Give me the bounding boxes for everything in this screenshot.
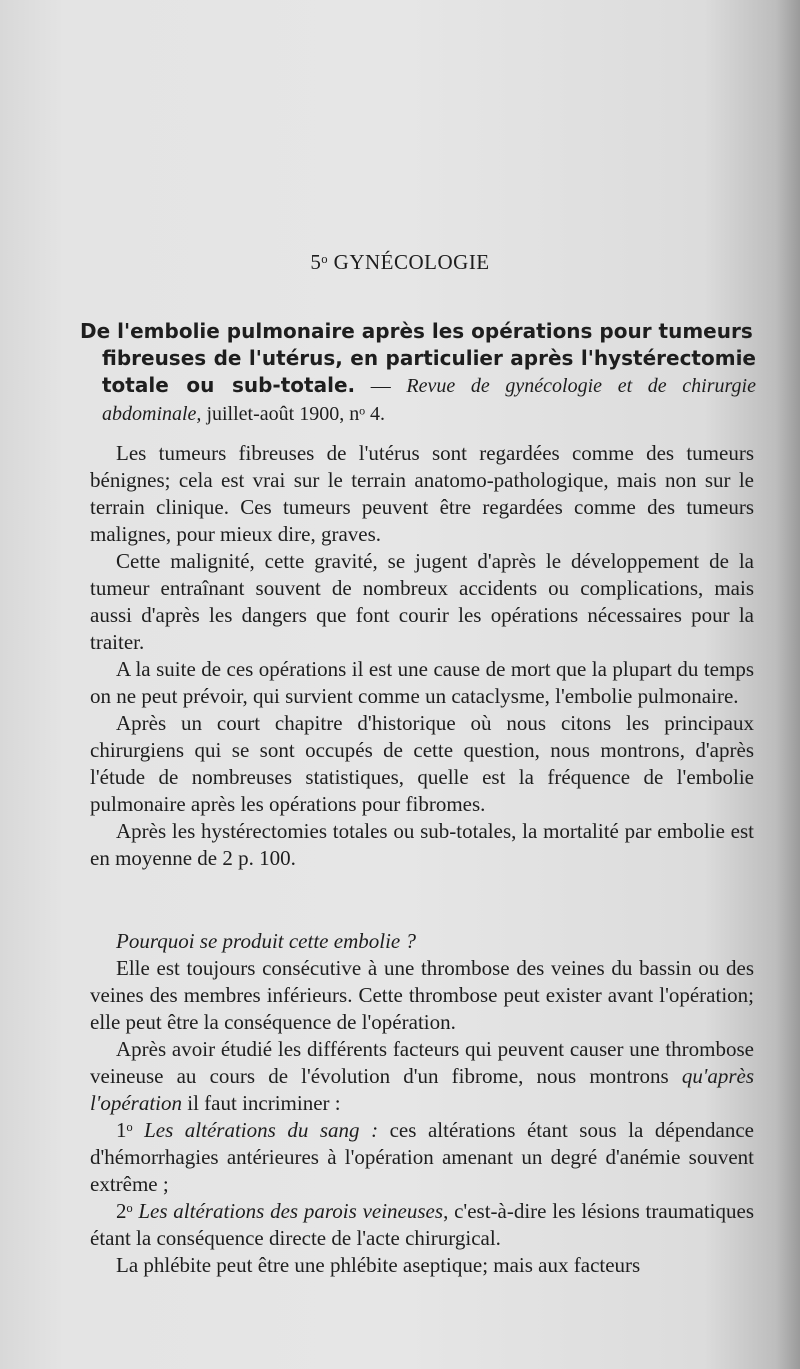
list-item: 1ᵒ Les altérations du sang : ces altérations étant sous la dépendance d'hémorrhagies antérieures à l'opération amenant un degré d'anémie souvent extrême ; — [90, 1118, 754, 1196]
paragraph: Après les hystérectomies totales ou sub-totales, la mortalité par embolie est en moyenne de 2 p. 100. — [90, 819, 754, 870]
article-title-rest: fibreuses de l'utérus, en particulier après l'hystérectomie totale ou sub-totale. — [102, 346, 756, 397]
summary-block — [90, 440, 754, 872]
list-item: 2ᵒ Les altérations des parois veineuses, c'est-à-dire les lésions traumatiques étant la conséquence directe de l'acte chirurgical. — [90, 1199, 755, 1250]
paragraph: Elle est toujours consécutive à une thrombose des veines du bassin ou des veines des membres inférieurs. Cette thrombose peut exister avant l'opération; elle peut être la conséquence de l'opération. — [90, 956, 754, 1034]
section-heading: 5ᵒ GYNÉCOLOGIE — [310, 250, 490, 274]
paragraph: La phlébite peut être une phlébite aseptique; mais aux facteurs — [116, 1253, 641, 1277]
article-title-line1: De l'embolie pulmonaire après les opérations pour tumeurs — [80, 319, 753, 343]
paragraph: A la suite de ces opérations il est une cause de mort que la plupart du temps on ne peut prévoir, qui survient comme un cataclysme, l'embolie pulmonaire. — [90, 657, 754, 708]
question-heading: Pourquoi se produit cette embolie ? — [116, 929, 416, 953]
second-block — [90, 928, 754, 1279]
article-title — [80, 318, 756, 428]
article-date: juillet-août 1900, nᵒ 4. — [201, 403, 385, 425]
paragraph: Après un court chapitre d'historique où nous citons les principaux chirurgiens qui se sont occupés de cette question, nous montrons, d'après l'étude de nombreuses statistiques, quelle est la fréquence de l'embolie pulmonaire après les opérations pour fibromes. — [90, 711, 754, 816]
paragraph-facteurs: Après avoir étudié les différents facteurs qui peuvent causer une thrombose veineuse au cours de l'évolution d'un fibrome, nous montrons qu'après l'opération il faut incriminer : — [90, 1037, 754, 1115]
article-title-dash: — — [355, 375, 407, 397]
paragraph: Les tumeurs fibreuses de l'utérus sont regardées comme des tumeurs bénignes; cela est vrai sur le terrain anatomo-pathologique, mais non sur le terrain clinique. Ces tumeurs peuvent être regardées comme des tumeurs malignes, pour mieux dire, graves. — [90, 441, 754, 546]
article-source: Revue de gynécologie et de chirurgie abdominale, — [102, 375, 756, 425]
paragraph: Cette malignité, cette gravité, se jugent d'après le développement de la tumeur entraînant souvent de nombreux accidents ou complications, mais aussi d'après les dangers que font courir les opérations nécessaires pour la traiter. — [90, 549, 754, 654]
